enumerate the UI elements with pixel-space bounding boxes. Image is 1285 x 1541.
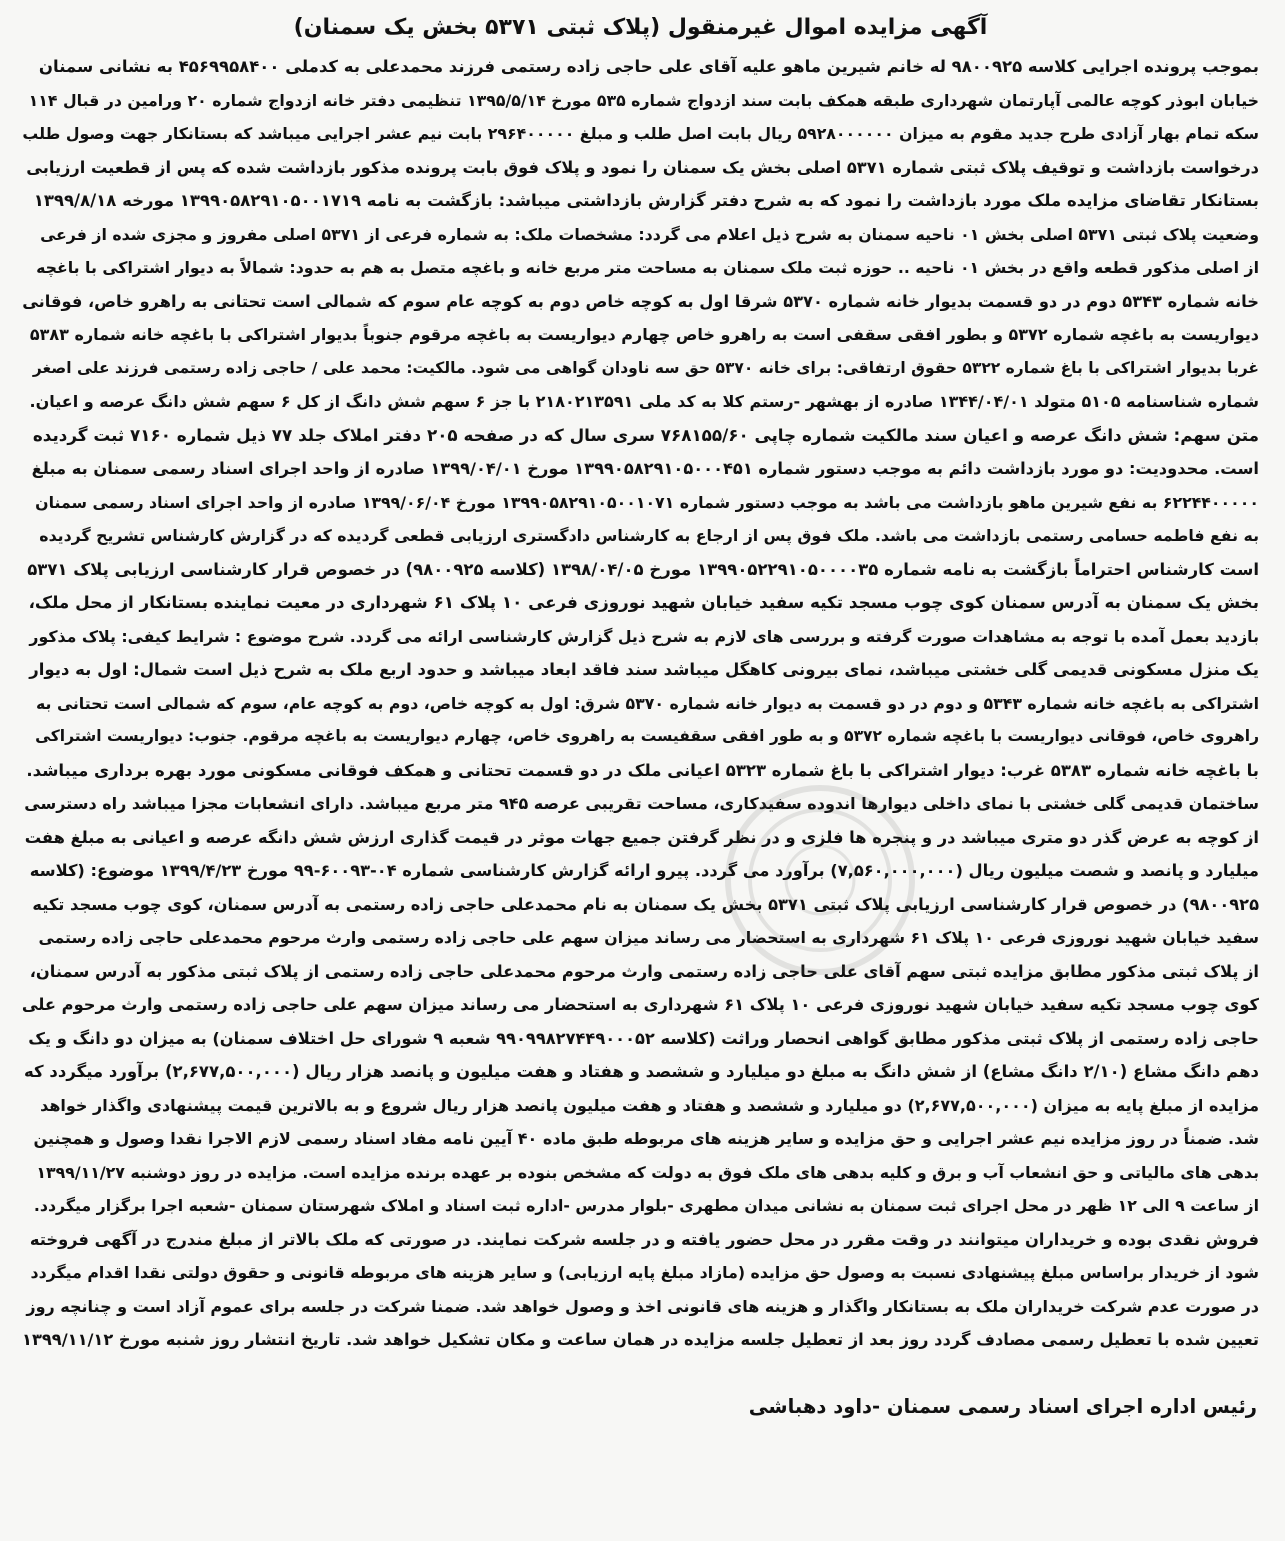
notice-line: فروش نقدی بوده و خریداران میتوانند در وقت مقرر در محل حضور یافته و در جلسه شرکت نمایند. در صورتی که ملک بالاتر از مبلغ مندرج در آگهی فروخته (29, 1229, 1259, 1249)
notice-line: وضعیت پلاک ثبتی ۵۳۷۱ اصلی بخش ۰۱ ناحیه سمنان به شرح ذیل اعلام می گردد: مشخصات ملک: به شماره فرعی از ۵۳۷۱ اصلی مفروز و مجزی شده از فرعی (40, 224, 1259, 244)
notice-line: متن سهم: شش دانگ عرصه و اعیان سند مالکیت شماره چاپی ۷۶۸۱۵۵/۶۰ سری سال که در صفحه ۲۰۵ دفتر املاک جلد ۷۷ ذیل شماره ۷۱۶۰ ثبت گردیده (32, 424, 1259, 445)
notice-line: حاجی زاده رستمی از پلاک ثبتی مذکور مطابق گواهی انحصار وراثت (کلاسه ۹۹۰۹۹۸۲۷۴۴۹۰۰۰۵۲ شعبه ۹ شورای حل اختلاف سمنان) به میزان دو دانگ و یک (28, 1028, 1259, 1048)
notice-line: سکه تمام بهار آزادی طرح جدید مقوم به میزان ۵۹۲۸۰۰۰۰۰۰ ریال بابت اصل طلب و مبلغ ۲۹۶۴۰۰۰۰۰ بابت نیم عشر اجرایی میباشد که بستانکار جهت وصول طلب (22, 124, 1259, 143)
notice-line: در صورت عدم شرکت خریداران ملک به بستانکار واگذار و هزینه های قانونی اخذ و وصول خواهد شد. ضمنا شرکت در جلسه برای عموم آزاد است و چنانچه روز (26, 1296, 1259, 1316)
notice-line: به نفع فاطمه حسامی رستمی بازداشت می باشد. ملک فوق پس از ارجاع به کارشناس دادگستری ارزیابی قطعی گردیده که در گزارش کارشناس تشریح گردیده (39, 526, 1259, 545)
notice-line: درخواست بازداشت و توقیف پلاک ثبتی شماره ۵۳۷۱ اصلی بخش یک سمنان را نمود و پلاک فوق بابت پرونده مذکور بازداشت شده که پس از قطعیت ارزیابی (26, 157, 1259, 177)
notice-line: غربا بدیوار اشتراکی با باغ شماره ۵۳۲۲ حقوق ارتفاقی: برای خانه ۵۳۷۰ حق سه ناودان گواهی می شود. مالکیت: محمد علی / حاجی زاده رستمی فرزند علی اصغر (32, 358, 1259, 377)
notice-line: دهم دانگ مشاع (۲/۱۰ دانگ مشاع) از شش دانگ به مبلغ دو میلیارد و ششصد و هفتاد و هفت میلیون و پانصد هزار ریال (۲,۶۷۷,۵۰۰,۰۰۰) برآورد میگردد که (24, 1062, 1259, 1081)
notice-line: دیواریست به باغچه شماره ۵۳۷۲ و بطور افقی سقفی است به راهرو خاص چهارم دیواریست به باغچه مرقوم جنوباً بدیوار اشتراکی با باغچه خانه شماره ۵۳۸۳ (29, 325, 1259, 344)
notice-line: کوی چوب مسجد تکیه سفید خیابان شهید نوروزی فرعی ۱۰ پلاک ۶۱ شهرداری به استحضار می رساند میزان سهم علی حاجی زاده رستمی وارث مرحوم علی (22, 995, 1259, 1014)
notice-line (22, 1357, 1259, 1391)
notice-line: خیابان ابوذر کوچه عالمی آپارتمان شهرداری طبقه همکف بابت سند ازدواج شماره ۵۳۵ مورخ ۱۳۹۵/۵/۱۴ تنظیمی دفتر خانه ازدواج شماره ۲۰ ورامین در قبال ۱۱۴ (28, 90, 1259, 110)
notice-line: تعیین شده با تعطیل رسمی مصادف گردد روز بعد از تعطیل جلسه مزایده در همان ساعت و مکان تشکیل خواهد شد. تاریخ انتشار روز شنبه مورخ ۱۳۹۹/۱۱/۱۲ (22, 1330, 1259, 1349)
notice-line: ساختمان قدیمی گلی خشتی با نمای داخلی دیوارها اندوده سفیدکاری، مساحت تقریبی عرصه ۹۴۵ متر مربع میباشد. دارای انشعابات مجزا میباشد راه دسترسی (24, 794, 1259, 813)
notice-line: ۶۲۲۴۴۰۰۰۰۰ به نفع شیرین ماهو بازداشت می باشد به موجب دستور شماره ۱۳۹۹۰۵۸۲۹۱۰۵۰۰۱۰۷۱ مورخ ۱۳۹۹/۰۶/۰۴ صادره از واحد اجرای اسناد رسمی سمنان (35, 492, 1259, 512)
notice-line: بموجب پرونده اجرایی کلاسه ۹۸۰۰۹۲۵ له خانم شیرین ماهو علیه آقای علی حاجی زاده رستمی فرزند محمدعلی به کدملی ۴۵۶۹۹۵۸۴۰۰ به نشانی سمنان (38, 57, 1259, 76)
notice-line: است. محدودیت: دو مورد بازداشت دائم به موجب دستور شماره ۱۳۹۹۰۵۸۲۹۱۰۵۰۰۰۴۵۱ مورخ ۱۳۹۹/۰۴/۰۱ صادره از واحد اجرای اسناد رسمی سمنان به مبلغ (31, 459, 1259, 478)
notice-line: مزایده از مبلغ پایه به میزان (۲,۶۷۷,۵۰۰,۰۰۰) دو میلیارد و ششصد و هفتاد و هفت میلیون پانصد هزار ریال شروع و به بالاترین قیمت پیشنهادی واگذار خواهد (40, 1095, 1259, 1115)
notice-line: بستانکار تقاضای مزایده ملک مورد بازداشت را نمود که به شرح دفتر گزارش بازداشتی میباشد: بازگشت به نامه ۱۳۹۹۰۵۸۲۹۱۰۵۰۰۱۷۱۹ مورخه ۱۳۹۹/۸/۱۸ (33, 191, 1259, 210)
notice-line: بدهی های مالیاتی و حق انشعاب آب و برق و کلیه بدهی های ملک فوق به دولت که مشخص بنوده بر عهده برنده مزایده است. مزایده در روز دوشنبه ۱۳۹۹/۱۱/۲۷ (36, 1162, 1259, 1182)
notice-line: یک منزل مسکونی قدیمی گلی خشتی میباشد، نمای بیرونی کاهگل میباشد سند فاقد ابعاد میباشد و حدود اربع ملک به شرح ذیل است شمال: اول به دیوار (29, 660, 1259, 679)
notice-line: سفید خیابان شهید نوروزی فرعی ۱۰ پلاک ۶۱ شهرداری به استحضار می رساند میزان سهم علی حاجی زاده رستمی وارث مرحوم محمدعلی حاجی زاده رستمی (38, 928, 1259, 947)
notice-line: بخش یک سمنان به آدرس سمنان کوی چوب مسجد تکیه سفید خیابان شهید نوروزی فرعی ۱۰ پلاک ۶۱ شهرداری در معیت نماینده بستانکار از محل ملک، (28, 592, 1259, 612)
notice-line: از کوچه به عرض گذر دو متری میباشد در و پنجره ها فلزی و در نظر گرفتن جمیع جهات موثر در قیمت گذاری ارزش شش دانگه عرصه و اعیانی به مبلغ هفت (24, 827, 1259, 847)
notice-title: آگهی مزایده اموال غیرمنقول (پلاک ثبتی ۵۳۷۱ بخش یک سمنان) (293, 15, 988, 40)
notice-line: ۹۸۰۰۹۲۵) در خصوص قرار کارشناسی ارزیابی پلاک ثبتی ۵۳۷۱ بخش یک سمنان به نام محمدعلی حاجی زاده رستمی به آدرس سمنان، کوی چوب مسجد تکیه (32, 894, 1259, 914)
notice-line: خانه شماره ۵۳۴۳ دوم در دو قسمت بدیوار خانه شماره ۵۳۷۰ شرقا اول به کوچه خاص دوم به کوچه عام سوم که شمالی است تحتانی به راهرو خاص، فوقانی (22, 291, 1259, 311)
notice-line: شد. ضمناً در روز مزایده نیم عشر اجرایی و حق مزایده و سایر هزینه های مربوطه طبق ماده ۴۰ آیین نامه مفاد اسناد رسمی لازم الاجرا نقدا وصول و همچنین (33, 1129, 1259, 1148)
signature-line: رئیس اداره اجرای اسناد رسمی سمنان -داود دهباشی (748, 1395, 1257, 1418)
notice-line: اشتراکی به باغچه خانه شماره ۵۳۴۳ و دوم در دو قسمت به دیوار خانه شماره ۵۳۷۰ شرق: اول به کوچه خاص، دوم به کوچه عام، سوم که شمالی است تحتانی به (36, 693, 1259, 713)
notice-line: میلیارد و پانصد و شصت میلیون ریال (۷,۵۶۰,۰۰۰,۰۰۰) برآورد می گردد. پیرو ارائه گزارش کارشناسی شماره ۰۴-۶۰۰۹۳-۹۹ مورخ ۱۳۹۹/۴/۲۳ موضوع: (کلاسه (29, 861, 1259, 880)
notice-line: با باغچه خانه شماره ۵۳۸۳ غرب: دیوار اشتراکی با باغ شماره ۵۳۲۳ اعیانی ملک در دو قسمت تحتانی و همکف فوقانی مسکونی مورد بهره برداری میباشد. (26, 760, 1259, 780)
notice-line: است کارشناس احتراماً بازگشت به نامه شماره ۱۳۹۹۰۵۲۲۹۱۰۵۰۰۰۰۳۵ مورخ ۱۳۹۸/۰۴/۰۵ (کلاسه ۹۸۰۰۹۲۵) در خصوص قرار کارشناسی ارزیابی پلاک ۵۳۷۱ (27, 559, 1259, 579)
notice-line: از پلاک ثبتی مذکور مطابق مزایده ثبتی سهم آقای علی حاجی زاده رستمی وارث مرحوم محمدعلی حاجی زاده رستمی از پلاک ثبتی مذکور به آدرس سمنان، (29, 961, 1259, 981)
notice-line: راهروی خاص، فوقانی دیواریست با باغچه شماره ۵۳۷۲ و به طور افقی سقفیست به راهروی خاص، چهارم دیواریست به باغچه مرقوم. جنوب: دیواریست اشتراکی (35, 727, 1259, 745)
notice-line: بازدید بعمل آمده با توجه به مشاهدات صورت گرفته و بررسی های لازم به شرح ذیل گزارش کارشناسی ارائه می گردد. شرح موضوع : شرایط کیفی: پلاک مذکور (29, 626, 1259, 646)
notice-line: از ساعت ۹ الی ۱۲ ظهر در محل اجرای ثبت سمنان به نشانی میدان مطهری -بلوار مدرس -اداره ثبت اسناد و املاک شهرستان سمنان -شعبه اجرا برگزار میگردد. (33, 1196, 1259, 1215)
notice-line: شود از خریدار براساس مبلغ پیشنهادی نسبت به وصول حق مزایده (مازاد مبلغ پایه ارزیابی) و سایر هزینه های مربوطه قانونی و حقوق دولتی نقدا اقدام میگردد (30, 1263, 1259, 1282)
notice-line: از اصلی مذکور قطعه واقع در بخش ۰۱ ناحیه .. حوزه ثبت ملک سمنان به مساحت متر مربع خانه و باغچه متصل به هم به حدود: شمالاً به دیوار اشتراکی با باغچه (36, 258, 1259, 277)
notice-body (22, 50, 1259, 1390)
notice-line: شماره شناسنامه ۵۱۰۵ متولد ۱۳۴۴/۰۴/۰۱ صادره از بهشهر -رستم کلا به کد ملی ۲۱۸۰۲۱۳۵۹۱ با جز ۶ سهم شش دانگ از کل ۶ سهم شش دانگ عرصه و اعیان. (29, 392, 1259, 411)
